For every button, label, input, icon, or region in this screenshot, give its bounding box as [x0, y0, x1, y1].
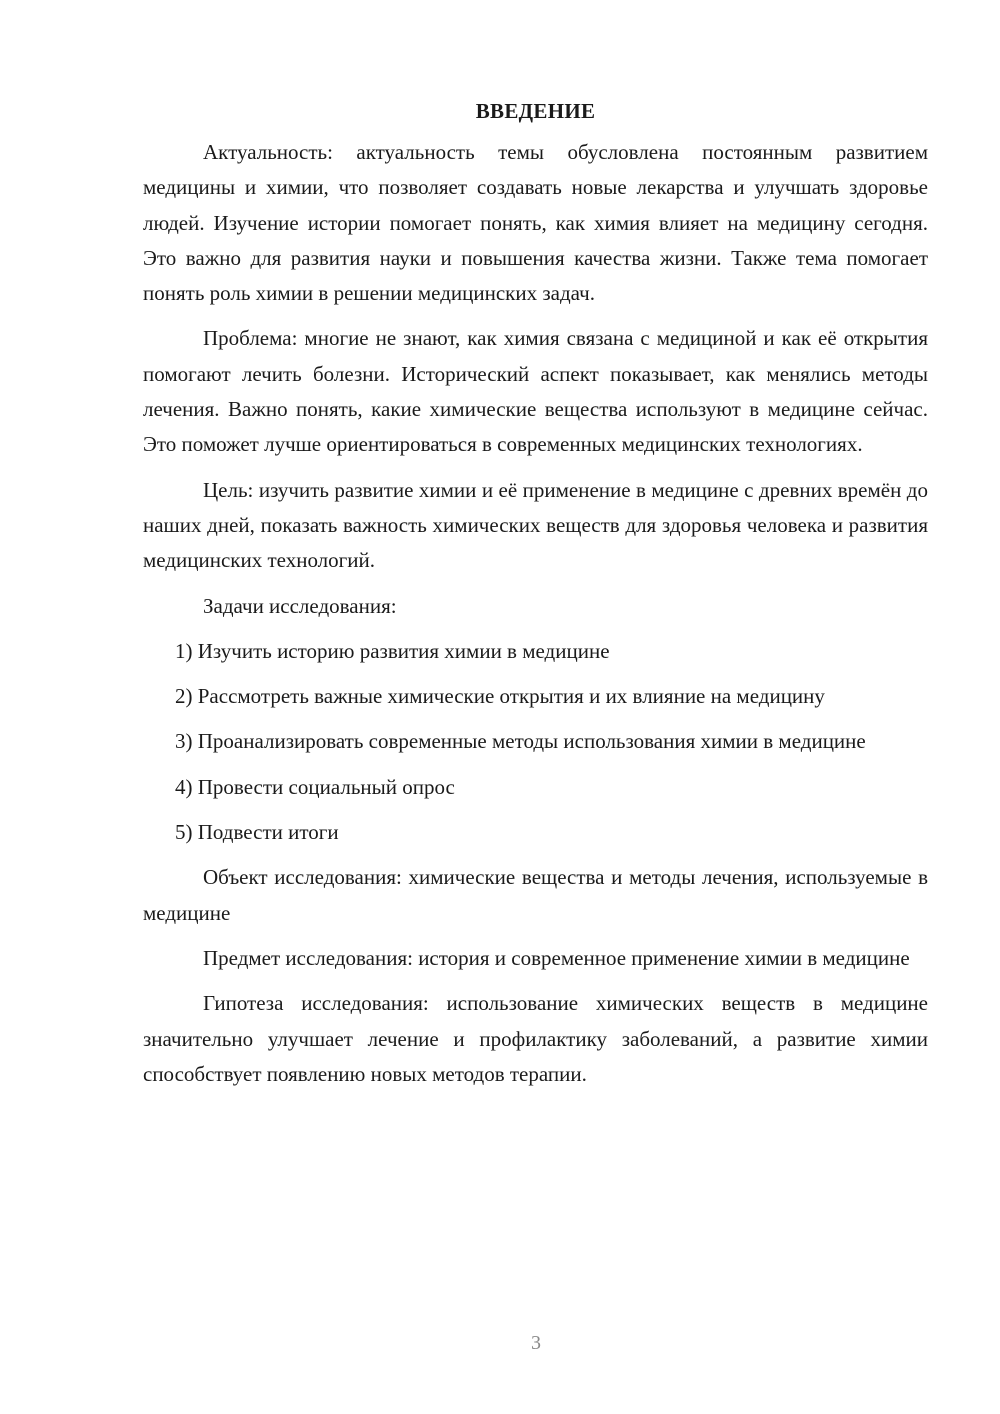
page-number: 3 — [531, 1332, 541, 1354]
paragraph-subject: Предмет исследования: история и современное применение химии в медицине — [203, 945, 910, 970]
paragraph-object: Объект исследования: химические вещества и методы лечения, используемые в медицине — [143, 865, 928, 925]
tasks-list — [143, 634, 928, 850]
list-item: 2) Рассмотреть важные химические открытия и их влияние на медицину — [175, 684, 825, 709]
paragraph-relevance: Актуальность: актуальность темы обусловлена постоянным развитием медицины и химии, что позволяет создавать новые лекарства и улучшать здоровье людей. Изучение истории помогает понять, как химия влияет на медицину сегодня. Это важно для развития науки и повышения качества жизни. Также тема помогает понять роль химии в решении медицинских задач. — [143, 140, 928, 306]
document-page — [143, 95, 928, 1102]
paragraph-problem: Проблема: многие не знают, как химия связана с медициной и как её открытия помогают лечить болезни. Исторический аспект показывает, как менялись методы лечения. Важно понять, какие химические вещества используют в медицине сейчас. Это поможет лучше ориентироваться в современных медицинских технологиях. — [143, 326, 928, 457]
paragraph-goal: Цель: изучить развитие химии и её применение в медицине с древних времён до наших дней, показать важность химических веществ для здоровья человека и развития медицинских технологий. — [143, 477, 928, 573]
list-item: 3) Проанализировать современные методы использования химии в медицине — [175, 729, 866, 754]
list-item: 4) Провести социальный опрос — [175, 774, 455, 799]
list-item: 5) Подвести итоги — [175, 820, 339, 845]
section-title: ВВЕДЕНИЕ — [475, 99, 596, 123]
tasks-heading: Задачи исследования: — [203, 593, 397, 618]
paragraph-hypothesis: Гипотеза исследования: использование химических веществ в медицине значительно улучшает лечение и профилактику заболеваний, а развитие химии способствует появлению новых методов терапии. — [143, 991, 928, 1086]
list-item: 1) Изучить историю развития химии в медицине — [175, 638, 610, 663]
